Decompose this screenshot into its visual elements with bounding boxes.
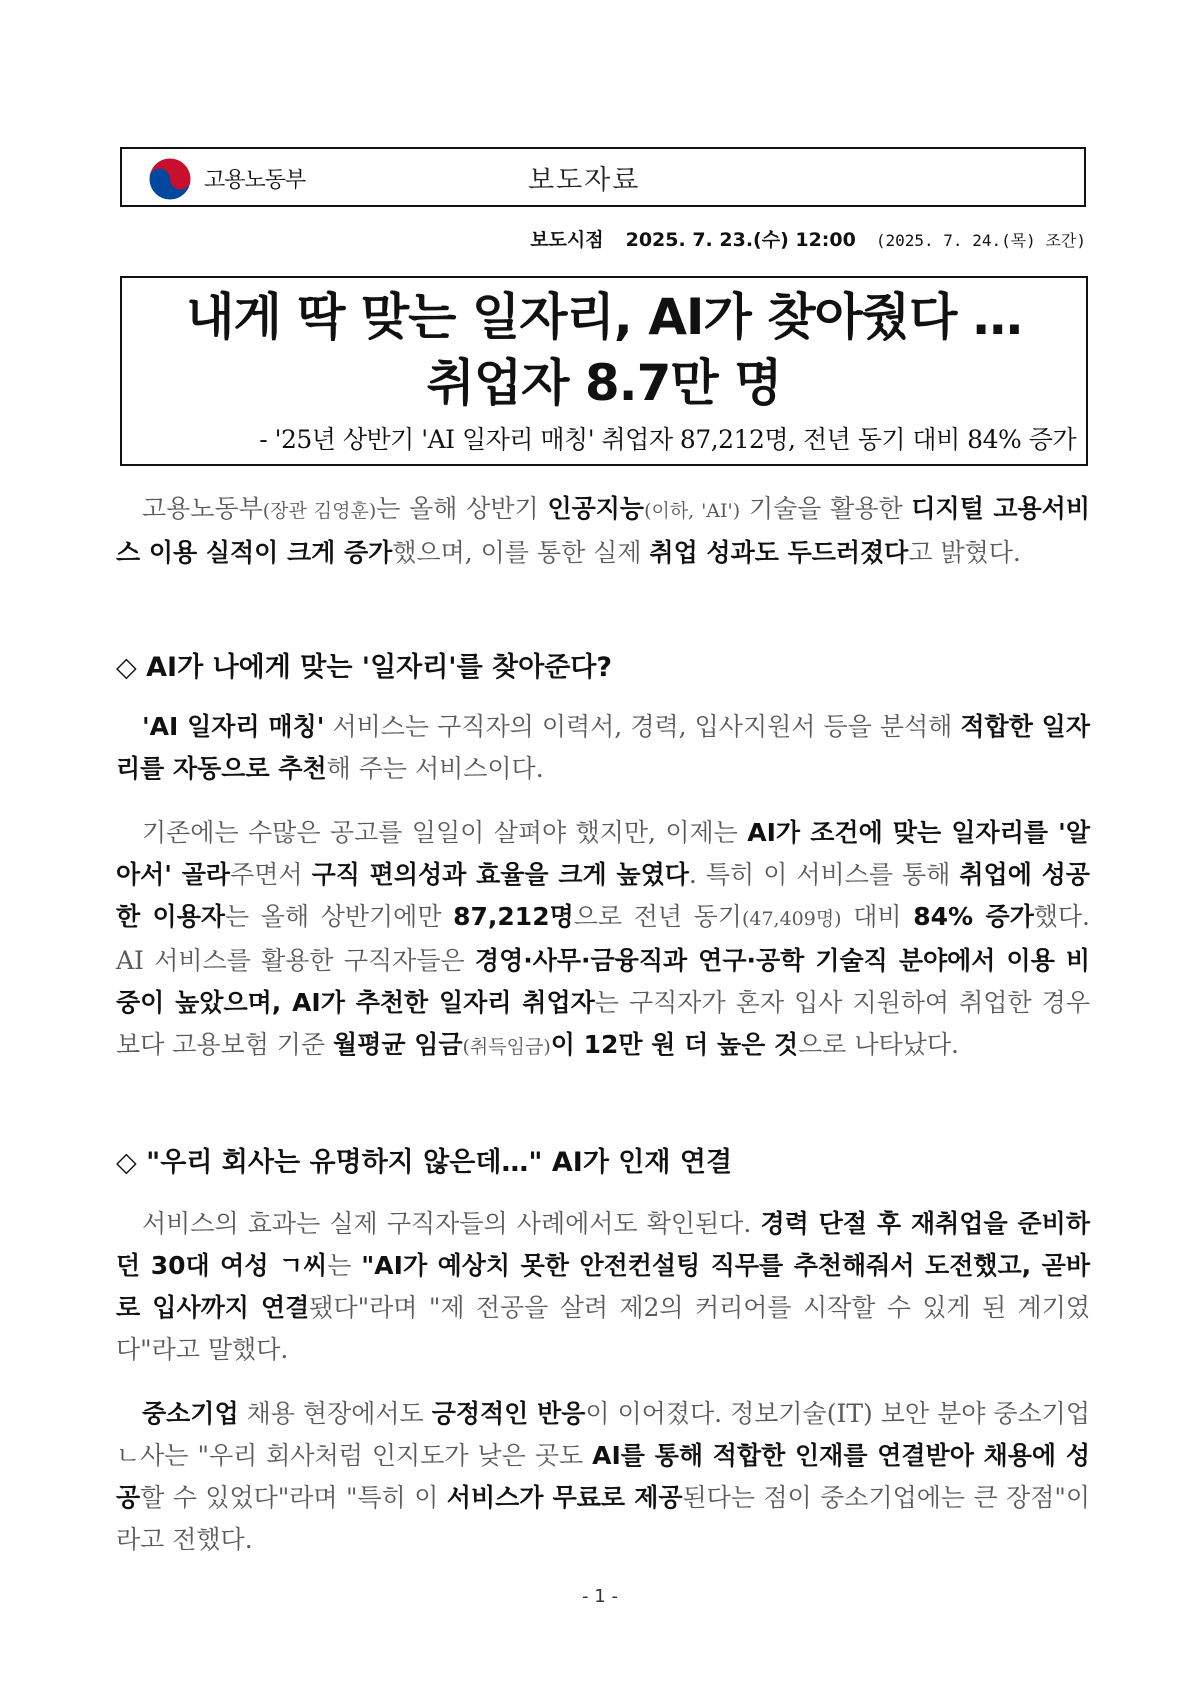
bold-text: 적합한 일자리를 자동으로 추천 bbox=[116, 712, 1090, 783]
headline bbox=[122, 284, 1086, 416]
text: 는 구직자가 혼자 입사 지원하여 취업한 경우보다 고용보험 기준 bbox=[116, 988, 1090, 1059]
bold-text: "AI가 예상치 못한 안전컨설팅 직무를 추천해줘서 도전했고, 곧바로 입사까지 연결 bbox=[116, 1251, 1090, 1322]
text: 했으며, 이를 통한 실제 bbox=[392, 538, 650, 567]
text: 는 올해 상반기 bbox=[376, 494, 548, 523]
intro-paragraph bbox=[116, 488, 1090, 574]
document-type: 보도자료 bbox=[528, 165, 641, 196]
text: 고용노동부 bbox=[142, 494, 263, 523]
text: 서비스는 구직자의 이력서, 경력, 입사지원서 등을 분석해 bbox=[324, 712, 961, 741]
embargo-note: (2025. 7. 24.(목) 조간) bbox=[875, 231, 1086, 250]
bold-text: 서비스가 무료로 제공 bbox=[446, 1483, 683, 1512]
taegeuk-logo-icon bbox=[147, 156, 193, 202]
bold-text: 월평균 임금 bbox=[333, 1030, 463, 1059]
ministry-name: 고용노동부 bbox=[204, 168, 306, 193]
release-info bbox=[530, 225, 1086, 252]
headline-line-1: 내게 딱 맞는 일자리, AI가 찾아줬다 … bbox=[186, 288, 1022, 346]
bold-text: 인공지능 bbox=[547, 494, 645, 523]
text: 기술을 활용한 bbox=[740, 494, 912, 523]
page-number: - 1 - bbox=[582, 1586, 618, 1607]
text: (47,409명) bbox=[741, 908, 842, 930]
headline-line-2: 취업자 8.7만 명 bbox=[426, 354, 782, 412]
text: 채용 현장에서도 bbox=[238, 1399, 432, 1428]
text: 이 이어졌다. 정보기술(IT) 보안 분야 중소기업 ㄴ사는 "우리 회사처럼 인지도가 낮은 곳도 bbox=[116, 1399, 1090, 1470]
bold-text: 긍정적인 반응 bbox=[431, 1399, 586, 1428]
bold-text: AI를 통해 적합한 인재를 연결받아 채용에 성공 bbox=[116, 1441, 1090, 1512]
text: 주면서 bbox=[230, 860, 312, 889]
section-heading-1: ◇ AI가 나에게 맞는 '일자리'를 찾아준다? bbox=[116, 652, 613, 683]
bold-text: 84% 증가 bbox=[913, 902, 1034, 931]
text: 으로 나타났다. bbox=[798, 1030, 959, 1059]
paragraph-ai-matching bbox=[116, 706, 1090, 790]
text: 됐다"라며 "제 전공을 살려 제2의 커리어를 시작할 수 있게 된 계기였다"라고 말했다. bbox=[116, 1293, 1090, 1364]
bold-text: 경력 단절 후 재취업을 준비하던 30대 여성 ㄱ씨 bbox=[116, 1209, 1090, 1280]
text: 해 주는 서비스이다. bbox=[326, 754, 544, 783]
bold-text: 'AI 일자리 매칭' bbox=[142, 712, 325, 741]
text: 는 올해 상반기에만 bbox=[225, 902, 454, 931]
text: 고 밝혔다. bbox=[908, 538, 1021, 567]
text: (취득임금) bbox=[462, 1036, 551, 1058]
text: 는 bbox=[327, 1251, 362, 1280]
text: 된다는 점이 중소기업에는 큰 장점"이라고 전했다. bbox=[116, 1483, 1090, 1554]
release-label: 보도시점 bbox=[530, 229, 604, 251]
bold-text: 87,212명 bbox=[453, 902, 574, 931]
text: 기존에는 수많은 공고를 일일이 살펴야 했지만, 이제는 bbox=[142, 818, 748, 847]
paragraph-case-jobseeker bbox=[116, 1203, 1090, 1371]
text: 대비 bbox=[841, 902, 914, 931]
text: . 특히 이 서비스를 통해 bbox=[688, 860, 960, 889]
text: 서비스의 효과는 실제 구직자들의 사례에서도 확인된다. bbox=[142, 1209, 761, 1238]
text: (이하, 'AI') bbox=[644, 500, 741, 522]
bold-text: AI가 조건에 맞는 일자리를 '알아서' 골라 bbox=[116, 818, 1090, 889]
bold-text: 취업 성과도 두드러졌다 bbox=[649, 538, 909, 567]
bold-text: 이 12만 원 더 높은 것 bbox=[550, 1030, 799, 1059]
title-box bbox=[120, 276, 1088, 466]
bold-text: 취업에 성공한 이용자 bbox=[116, 860, 1090, 931]
text: 할 수 있었다"라며 "특히 이 bbox=[140, 1483, 447, 1512]
bold-text: 경영·사무·금융직과 연구·공학 기술직 분야에서 이용 비중이 높았으며, AI가 추천한 일자리 취업자 bbox=[116, 946, 1090, 1017]
paragraph-case-sme bbox=[116, 1393, 1090, 1561]
paragraph-results bbox=[116, 812, 1090, 1068]
section-heading-2: ◇ "우리 회사는 유명하지 않은데…" AI가 인재 연결 bbox=[116, 1147, 733, 1178]
header-box bbox=[120, 147, 1086, 207]
text: 으로 전년 동기 bbox=[573, 902, 742, 931]
subtitle: - '25년 상반기 'AI 일자리 매칭' 취업자 87,212명, 전년 동기 대비 84% 증가 bbox=[259, 425, 1076, 454]
bold-text: 디지털 고용서비스 이용 실적이 크게 증가 bbox=[116, 494, 1090, 567]
bold-text: 중소기업 bbox=[142, 1399, 239, 1428]
text: 했다. AI 서비스를 활용한 구직자들은 bbox=[116, 902, 1090, 975]
bold-text: 구직 편의성과 효율을 크게 높였다 bbox=[311, 860, 689, 889]
text: (장관 김영훈) bbox=[262, 500, 377, 522]
release-datetime: 2025. 7. 23.(수) 12:00 bbox=[625, 229, 856, 251]
